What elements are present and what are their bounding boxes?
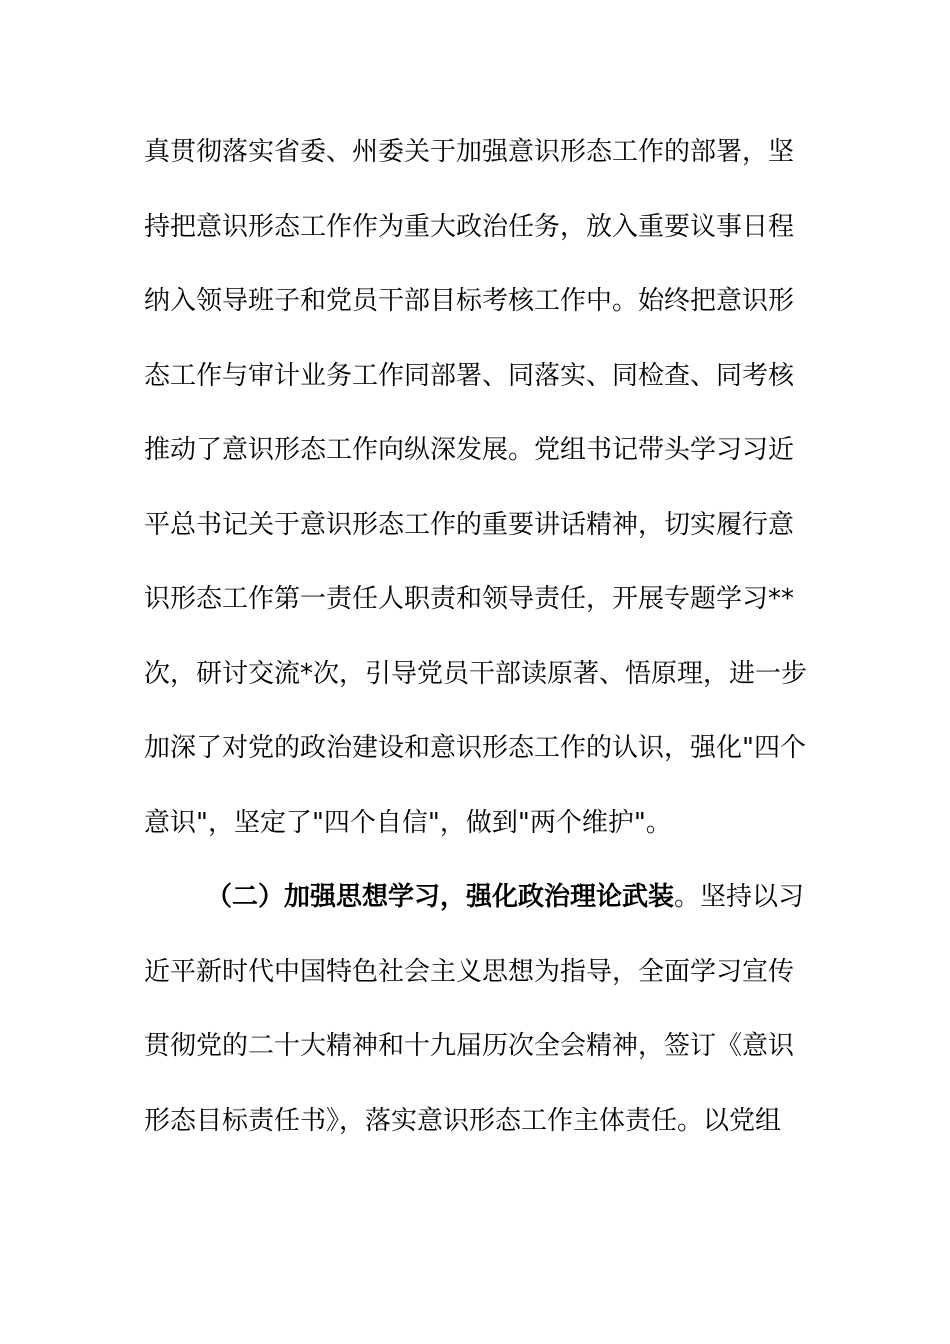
paragraph-line: 真贯彻落实省委、州委关于加强意识形态工作的部署，坚	[144, 137, 795, 167]
paragraph-line: 态工作与审计业务工作同部署、同落实、同检查、同考核	[144, 360, 795, 391]
paragraph-line: 纳入领导班子和党员干部目标考核工作中。始终把意识形	[144, 286, 795, 316]
paragraph-line: 形态目标责任书》，落实意识形态工作主体责任。以党组	[144, 1105, 782, 1136]
section-heading: （二）加强思想学习，强化政治理论武装	[206, 882, 675, 912]
section-heading-line	[144, 871, 808, 946]
paragraph-line: 识形态工作第一责任人职责和领导责任，开展专题学习**	[144, 584, 795, 614]
paragraph-line: 加深了对党的政治建设和意识形态工作的认识，强化"四个	[144, 733, 806, 763]
paragraph-line: 平总书记关于意识形态工作的重要讲话精神，切实履行意	[144, 509, 795, 540]
body-text	[144, 126, 808, 1169]
paragraph-line: 次，研讨交流*次，引导党员干部读原著、悟原理，进一步	[144, 658, 808, 689]
paragraph-line: 推动了意识形态工作向纵深发展。党组书记带头学习习近	[144, 435, 795, 465]
paragraph-line: 意识"，坚定了"四个自信"，做到"两个维护"。	[144, 807, 672, 838]
section-heading-tail: 。坚持以习	[674, 882, 805, 912]
paragraph-line: 持把意识形态工作作为重大政治任务，放入重要议事日程	[144, 211, 795, 242]
paragraph-line: 近平新时代中国特色社会主义思想为指导，全面学习宣传	[144, 956, 795, 987]
paragraph-line: 贯彻党的二十大精神和十九届历次全会精神，签订《意识	[144, 1031, 795, 1061]
